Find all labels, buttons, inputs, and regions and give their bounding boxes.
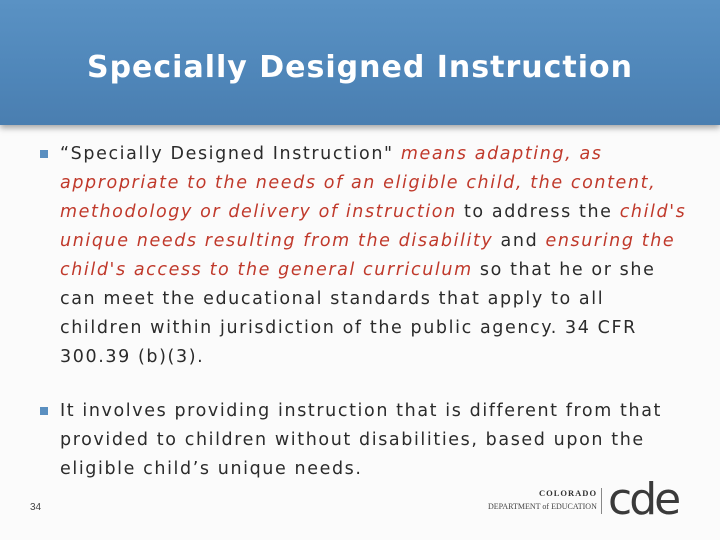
definition-text-1: to address the: [456, 202, 620, 222]
definition-emphasis-1: means adapting, as appropriate to the needs of an eligible child, the content, methodology or delivery of instruction: [60, 144, 657, 222]
bullet-square-icon: [40, 407, 48, 415]
logo-divider: [601, 488, 602, 514]
cde-logo: [488, 474, 698, 528]
bullet-definition: [38, 140, 688, 372]
definition-text-2: and: [493, 231, 546, 251]
definition-term: “Specially Designed Instruction": [60, 144, 401, 164]
logo-department-text: DEPARTMENT of EDUCATION: [488, 502, 597, 511]
page-number: 34: [30, 502, 42, 513]
cde-logo-mark: cde: [608, 474, 679, 525]
title-bar: [0, 0, 720, 125]
slide-body: [38, 140, 688, 484]
definition-emphasis-2: child's unique needs resulting from the disability: [60, 202, 687, 251]
involves-text: It involves providing instruction that is different from that provided to children without disabilities, based upon the eligible child’s unique needs.: [60, 401, 662, 479]
logo-colorado-text: COLORADO: [539, 488, 598, 498]
bullet-involves: [38, 397, 688, 484]
slide-title: Specially Designed Instruction: [86, 50, 634, 85]
definition-text-3: so that he or she can meet the educational standards that apply to all children within jurisdiction of the public agency. 34 CFR 300.39 (b)(3).: [60, 260, 656, 367]
definition-emphasis-3: ensuring the child's access to the general curriculum: [60, 231, 676, 280]
bullet-square-icon: [40, 150, 48, 158]
